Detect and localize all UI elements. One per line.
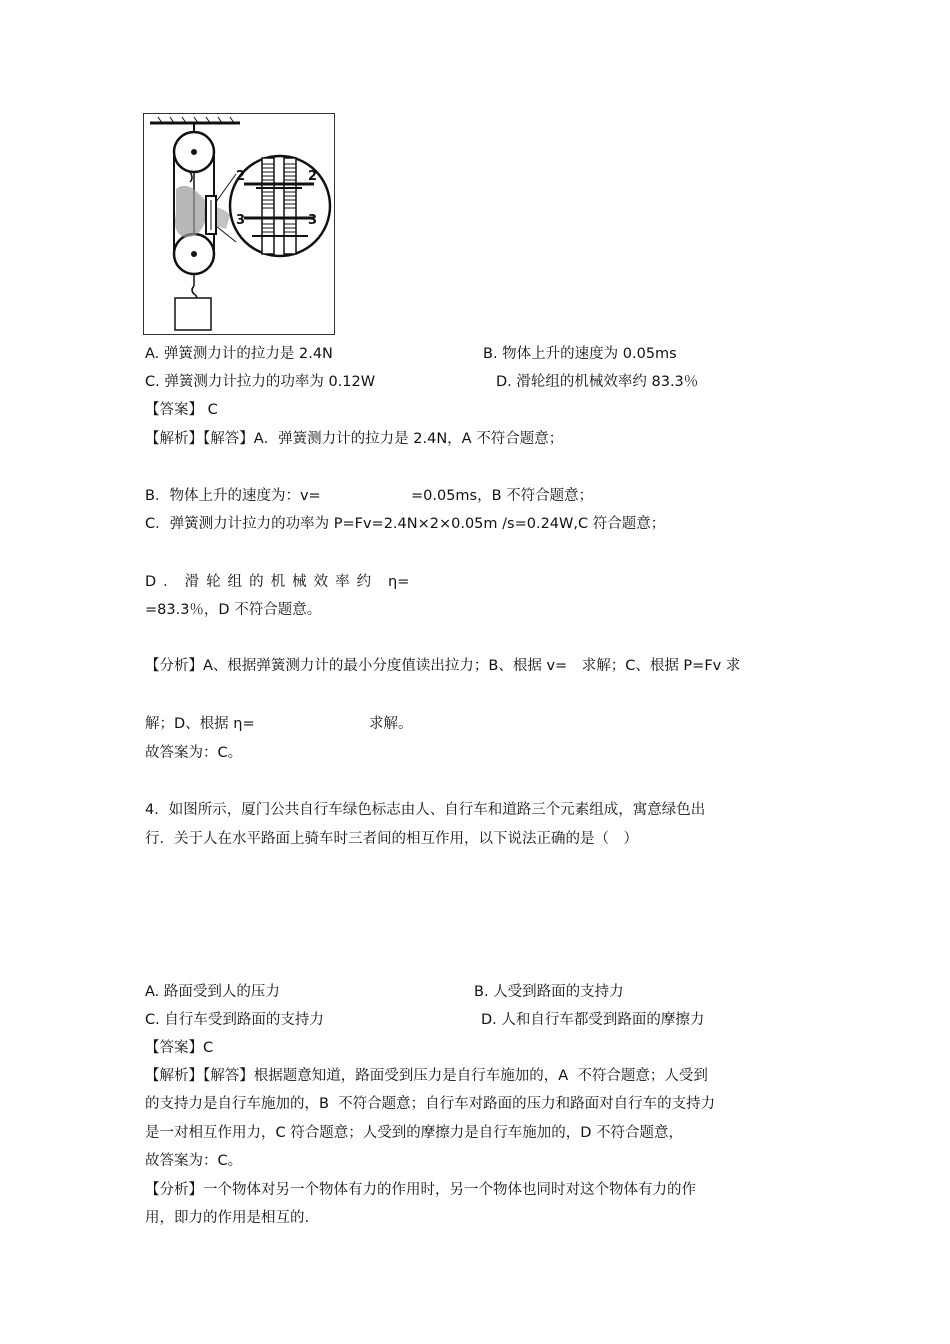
- q3-fenxi-line-2b: 求解。: [369, 716, 413, 732]
- q3-analysis-line-4b: η=: [388, 574, 410, 590]
- scale-mark-label: 2: [308, 169, 318, 184]
- q3-answer: 【答案】 C: [145, 402, 218, 418]
- q4-stem-line-2: 行．关于人在水平路面上骑车时三者间的相互作用，以下说法正确的是（ ）: [145, 831, 638, 847]
- pulley-figure: [143, 113, 335, 335]
- scale-mark-label: 2: [236, 169, 246, 184]
- q4-answer: 【答案】C: [145, 1040, 214, 1056]
- q3-fenxi-line-1: 【分析】A、根据弹簧测力计的最小分度值读出拉力；B、根据 v= 求解；C、根据 P=Fv 求: [145, 658, 741, 674]
- q4-option-c: C. 自行车受到路面的支持力: [145, 1012, 324, 1028]
- scale-mark-label: 3: [308, 213, 318, 228]
- q3-option-b: B. 物体上升的速度为 0.05ms: [483, 346, 677, 362]
- q4-analysis-line-3: 是一对相互作用力，C 符合题意；人受到的摩擦力是自行车施加的，D 不符合题意，: [145, 1125, 684, 1141]
- scale-mark-label: 3: [236, 213, 246, 228]
- q4-fenxi-line-1: 【分析】一个物体对另一个物体有力的作用时，另一个物体也同时对这个物体有力的作: [145, 1182, 696, 1198]
- q3-option-a: A. 弹簧测力计的拉力是 2.4N: [145, 346, 333, 362]
- q4-analysis-line-2: 的支持力是自行车施加的，B 不符合题意；自行车对路面的压力和路面对自行车的支持力: [145, 1096, 716, 1112]
- q4-analysis-line-1: 【解析】【解答】根据题意知道，路面受到压力是自行车施加的，A 不符合题意；人受到: [145, 1068, 708, 1084]
- q3-analysis-line-2b: =0.05ms，B 不符合题意；: [411, 488, 594, 504]
- q4-stem-line-1: 4．如图所示，厦门公共自行车绿色标志由人、自行车和道路三个元素组成，寓意绿色出: [145, 802, 706, 818]
- q3-option-d: D. 滑轮组的机械效率约 83.3％: [496, 374, 699, 390]
- q4-option-b: B. 人受到路面的支持力: [474, 984, 624, 1000]
- q3-analysis-line-2a: B．物体上升的速度为：v=: [145, 488, 321, 504]
- q3-analysis-line-5: =83.3％，D 不符合题意。: [145, 602, 322, 618]
- pulley-diagram-svg: [144, 114, 334, 334]
- q4-fenxi-line-2: 用，即力的作用是相互的.: [145, 1210, 310, 1226]
- q4-conclusion: 故答案为：C。: [145, 1153, 243, 1169]
- q3-analysis-line-4a: D．滑轮组的机械效率约: [145, 574, 379, 590]
- q4-option-a: A. 路面受到人的压力: [145, 984, 280, 1000]
- q3-fenxi-line-2a: 解；D、根据 η=: [145, 716, 255, 732]
- q3-analysis-line-1: 【解析】【解答】A．弹簧测力计的拉力是 2.4N，A 不符合题意；: [145, 431, 564, 447]
- q3-analysis-line-3: C．弹簧测力计拉力的功率为 P=Fv=2.4N×2×0.05m /s=0.24W,C 符合题意；: [145, 516, 666, 532]
- q3-conclusion: 故答案为：C。: [145, 745, 243, 761]
- q4-option-d: D. 人和自行车都受到路面的摩擦力: [481, 1012, 705, 1028]
- q3-option-c: C. 弹簧测力计拉力的功率为 0.12W: [145, 374, 376, 390]
